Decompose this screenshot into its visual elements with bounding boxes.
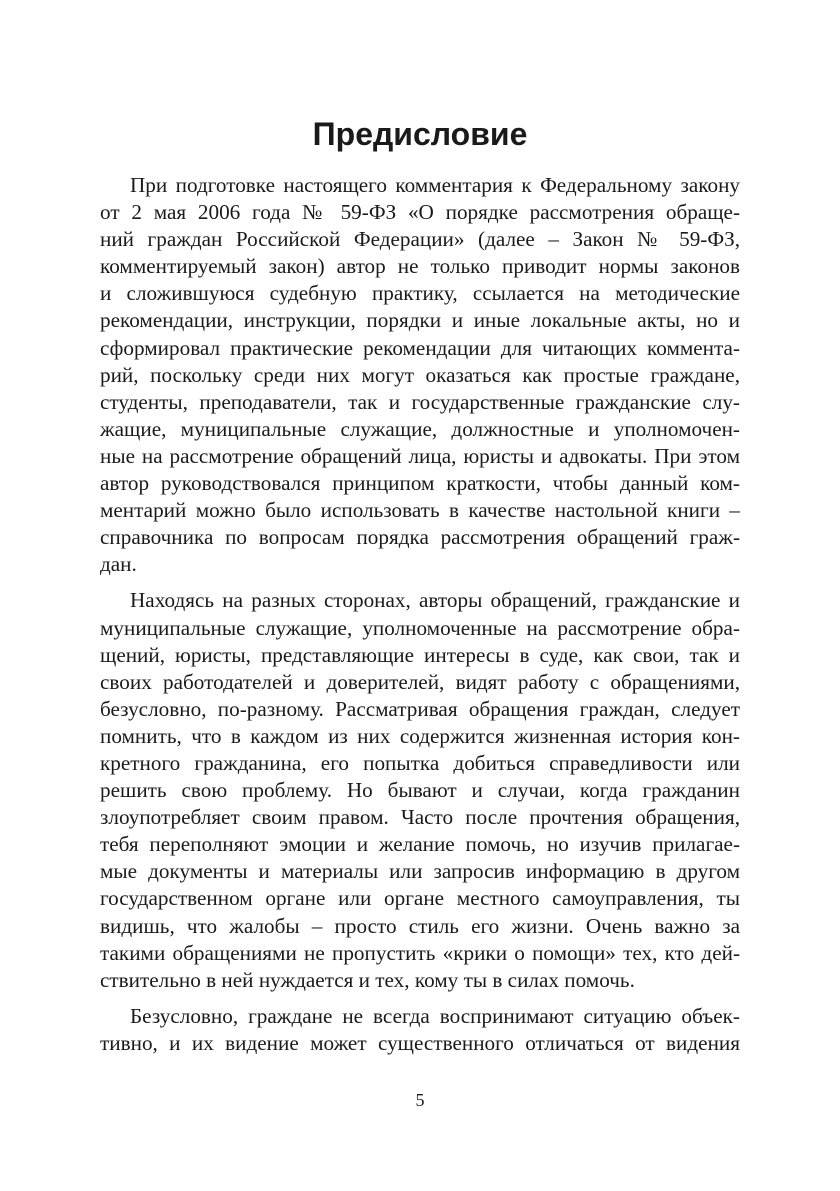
text-line: муниципальные служащие, уполномоченные на рассмотрение обра- — [100, 615, 740, 640]
text-line: студенты, преподаватели, так и государственные гражданские слу- — [100, 389, 740, 414]
text-line: справочника по вопросам порядка рассмотрения обращений граж- — [100, 525, 740, 550]
text-line: и сложившуюся судебную практику, ссылается на методические — [100, 281, 740, 306]
paragraph — [100, 587, 740, 993]
text-line: комментируемый закон) автор не только приводит нормы законов — [100, 254, 740, 279]
text-line: дан. — [100, 552, 137, 577]
page-title: Предисловие — [312, 116, 528, 152]
text-line: рекомендации, инструкции, порядки и иные локальные акты, но и — [100, 308, 740, 333]
text-line: тивно, и их видение может существенного отличаться от видения — [100, 1030, 740, 1055]
body-text — [100, 172, 740, 1066]
text-line: Находясь на разных сторонах, авторы обращений, гражданские и — [130, 588, 740, 613]
text-line: сформировал практические рекомендации для читающих коммента- — [100, 335, 740, 360]
text-line: помнить, что в каждом из них содержится жизненная история кон- — [100, 723, 740, 748]
text-line: кретного гражданина, его попытка добиться справедливости или — [100, 750, 740, 775]
paragraph — [100, 1003, 740, 1057]
text-line: ний граждан Российской Федерации» (далее – Закон № 59-ФЗ, — [100, 227, 740, 252]
text-line: ные на рассмотрение обращений лица, юристы и адвокаты. При этом — [100, 443, 740, 468]
text-line: такими обращениями не пропустить «крики о помощи» тех, кто дей- — [100, 940, 740, 965]
text-line: тебя переполняют эмоции и желание помочь, но изучив прилагае- — [100, 832, 740, 857]
text-line: злоупотребляет своим правом. Часто после прочтения обращения, — [100, 805, 740, 830]
text-line: безусловно, по-разному. Рассматривая обращения граждан, следует — [100, 696, 740, 721]
text-line: мые документы и материалы или запросив информацию в другом — [100, 859, 740, 884]
text-line: ментарий можно было использовать в качестве настольной книги – — [100, 498, 740, 523]
page-number: 5 — [415, 1090, 425, 1110]
paragraph — [100, 172, 740, 578]
text-line: жащие, муниципальные служащие, должностные и уполномочен- — [100, 416, 740, 441]
text-line: щений, юристы, представляющие интересы в суде, как свои, так и — [100, 642, 740, 667]
text-line: решить свою проблему. Но бывают и случаи, когда гражданин — [100, 778, 740, 803]
text-line: своих работодателей и доверителей, видят работу с обращениями, — [100, 669, 740, 694]
text-line: от 2 мая 2006 года № 59-ФЗ «О порядке рассмотрения обраще- — [100, 200, 740, 225]
text-line: видишь, что жалобы – просто стиль его жизни. Очень важно за — [100, 913, 740, 938]
text-line: рий, поскольку среди них могут оказаться как простые граждане, — [100, 362, 740, 387]
text-line: автор руководствовался принципом краткости, чтобы данный ком- — [100, 471, 740, 496]
text-line: При подготовке настоящего комментария к Федеральному закону — [130, 173, 740, 197]
text-line: Безусловно, граждане не всегда воспринимают ситуацию объек- — [130, 1003, 740, 1028]
text-line: ствительно в ней нуждается и тех, кому ты в силах помочь. — [100, 967, 635, 992]
text-line: государственном органе или органе местного самоуправления, ты — [100, 886, 740, 911]
